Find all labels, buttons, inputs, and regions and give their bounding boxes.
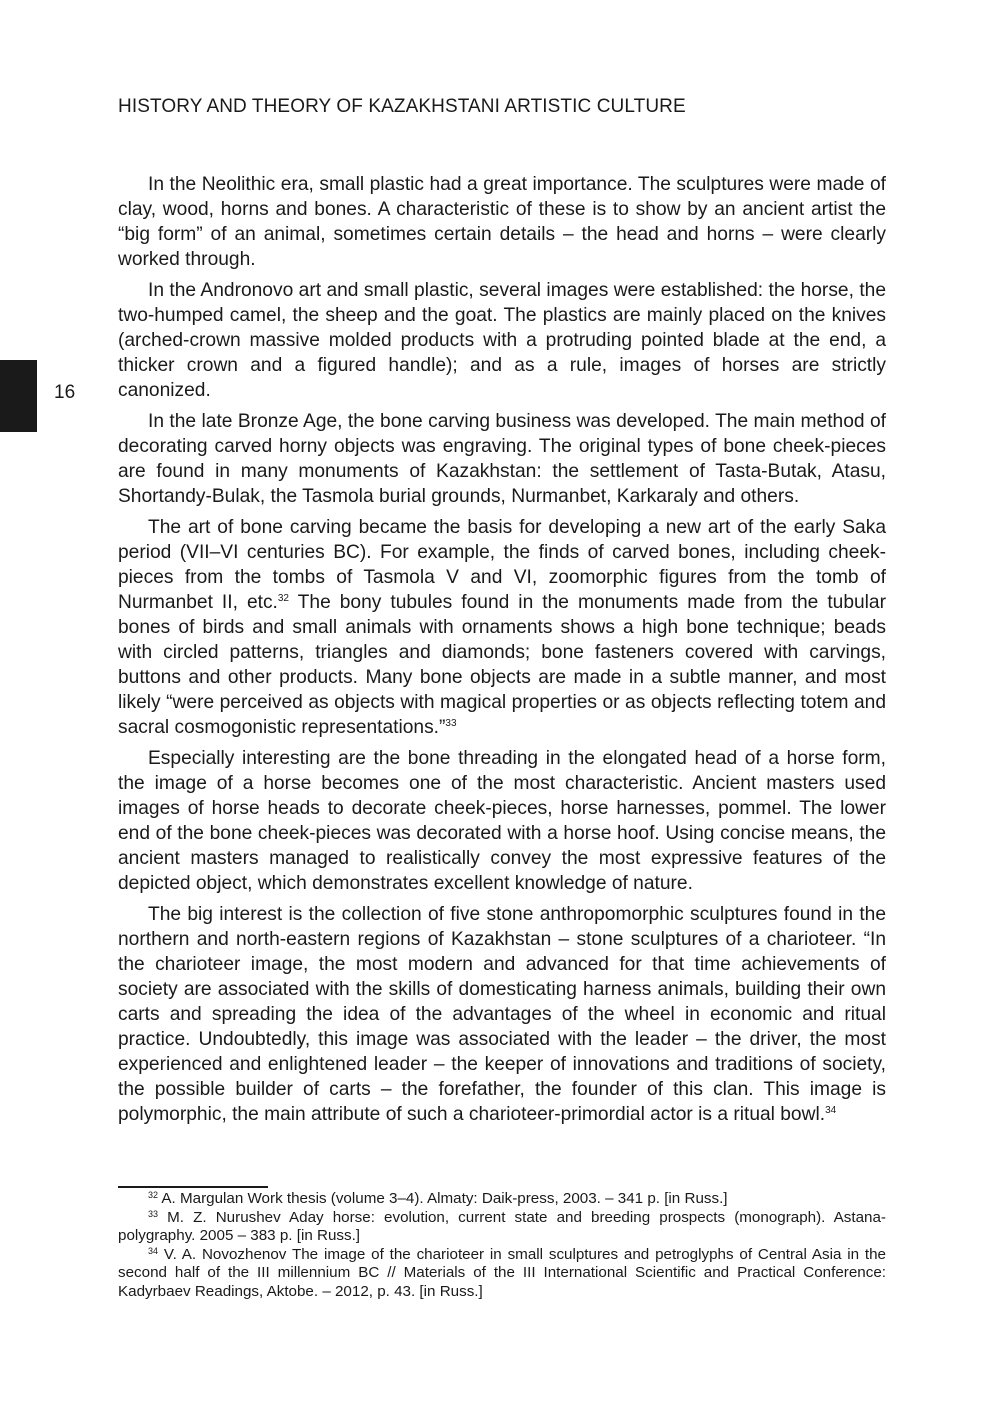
paragraph-bone-carving — [118, 515, 886, 740]
body-text — [118, 172, 886, 1133]
footnote-number: 32 — [148, 1190, 159, 1200]
paragraph-horse-head: Especially interesting are the bone threading in the elongated head of a horse form, the image of a horse becomes one of the most characteristic. Ancient masters used images of horse heads to decorate cheek-pieces, horse harnesses, pommel. The lower end of the bone cheek-pieces was decorated with a horse hoof. Using concise means, the ancient masters managed to realistically convey the most expressive features of the depicted object, which demonstrates excellent knowledge of nature. — [118, 748, 886, 894]
footnote-ref-33[interactable]: 33 — [445, 718, 457, 729]
paragraph-text: The big interest is the collection of five stone anthropomorphic sculptures found in the northern and north-eastern regions of Kazakhstan – stone sculptures of a charioteer. “In the charioteer image, the most modern and advanced for that time achievements of society are associated with the skills of domesticating harness animals, building their own carts and spreading the idea of the advantages of the wheel in economic and ritual practice. Undoubtedly, this image was associated with the leader – the driver, the most experienced and enlightened leader – the keeper of innovations and traditions of society, the possible builder of carts – the forefather, the founder of this clan. This image is polymorphic, the main attribute of such a charioteer-primordial actor is a ritual bowl. — [118, 904, 886, 1125]
page-number: 16 — [54, 382, 76, 403]
footnotes — [118, 1190, 886, 1301]
paragraph-neolithic: In the Neolithic era, small plastic had a great importance. The sculptures were made of clay, wood, horns and bones. A characteristic of these is to show by an ancient artist the “big form” of an animal, sometimes certain details – the head and horns – were clearly worked through. — [118, 174, 886, 270]
footnote-ref-32[interactable]: 32 — [277, 593, 289, 604]
footnote-item — [118, 1209, 886, 1246]
footnote-number: 34 — [148, 1245, 159, 1256]
footnote-item — [118, 1246, 886, 1302]
footnote-item — [118, 1190, 886, 1209]
paragraph-text: The art of bone carving became the basis for developing a new art of the early Saka period (VII–VI centuries BC). For example, the finds of carved bones, including cheek-pieces from the tombs of Tasmola V and VI, zoomorphic figures from the tomb of Nurmanbet II, etc. — [118, 517, 886, 613]
footnote-divider — [118, 1186, 268, 1188]
footnote-text: V. A. Novozhenov The image of the charioteer in small sculptures and petroglyphs of Central Asia in the second half of the III millennium BC // Materials of the III International Scientific and Practical Conference: Kadyrbaev Readings, Aktobe. – 2012, p. 43. [in Russ.] — [118, 1245, 886, 1300]
footnote-text: A. Margulan Work thesis (volume 3–4). Almaty: Daik-press, 2003. – 341 p. [in Russ.] — [158, 1190, 728, 1207]
footnote-number: 33 — [148, 1208, 159, 1219]
paragraph-andronovo: In the Andronovo art and small plastic, several images were established: the horse, the two-humped camel, the sheep and the goat. The plastics are mainly placed on the knives (arched-crown massive molded products with a protruding pointed blade at the end, a thicker crown and a figured handle); and as a rule, images of horses are strictly canonized. — [118, 280, 886, 401]
paragraph-bronze-age: In the late Bronze Age, the bone carving business was developed. The main method of decorating carved horny objects was engraving. The original types of bone cheek-pieces are found in many monuments of Kazakhstan: the settlement of Tasta-Butak, Atasu, Shortandy-Bulak, the Tasmola burial grounds, Nurmanbet, Karkaraly and others. — [118, 411, 886, 507]
footnote-ref-34[interactable]: 34 — [825, 1105, 837, 1116]
page-edge-tab — [0, 360, 37, 432]
footnote-text: M. Z. Nurushev Aday horse: evolution, current state and breeding prospects (monograph). Astana-polygraphy. 2005 – 383 p. [in Russ.] — [118, 1208, 886, 1244]
paragraph-text: The bony tubules found in the monuments made from the tubular bones of birds and small animals with ornaments shows a high bone technique; beads with circled patterns, triangles and diamonds; bone fasteners covered with carvings, buttons and other products. Many bone objects are made in a subtle manner, and most likely “were perceived as objects with magical properties or as objects reflecting totem and sacral cosmogonistic representations.” — [118, 592, 886, 738]
paragraph-charioteer — [118, 902, 886, 1127]
running-header: HISTORY AND THEORY OF KAZAKHSTANI ARTISTIC CULTURE — [118, 96, 686, 117]
